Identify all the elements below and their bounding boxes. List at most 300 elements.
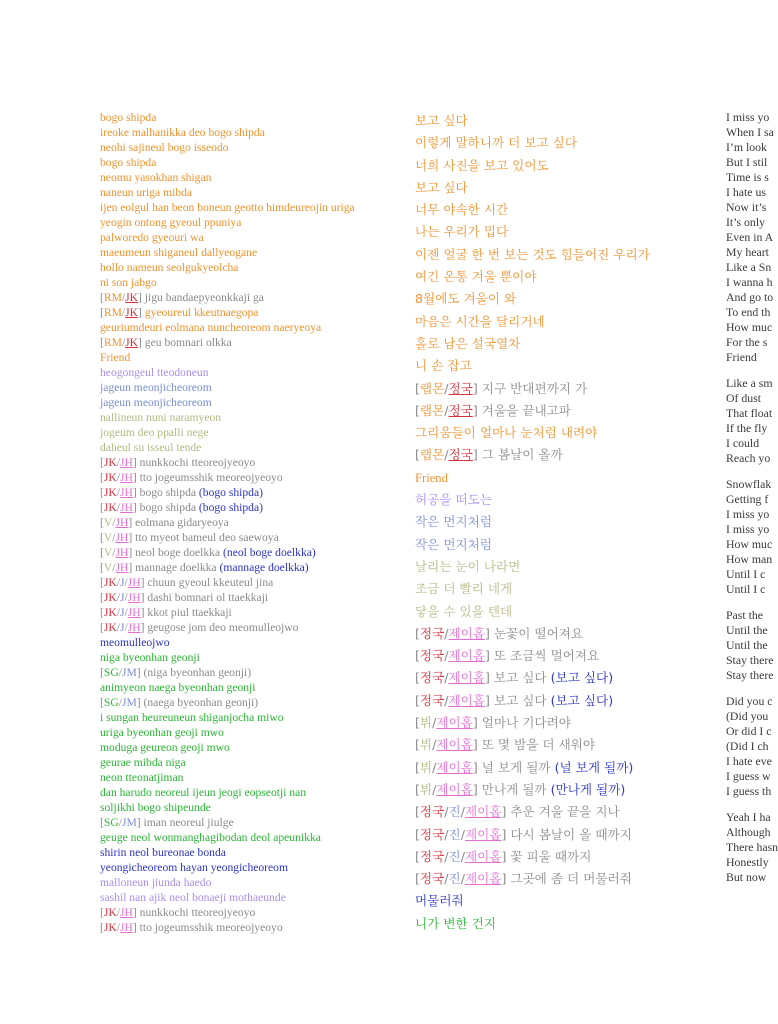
korean-lyric-line bbox=[415, 712, 715, 734]
lyric-segment: jageun meonjicheoreom bbox=[100, 381, 212, 394]
english-lyric-line: Friend bbox=[726, 350, 757, 364]
lyric-segment: JH bbox=[120, 501, 133, 514]
english-lyric-line: I hate us bbox=[726, 185, 766, 199]
lyric-segment: JH bbox=[127, 621, 141, 634]
english-lyric-line: When I sa bbox=[726, 125, 774, 139]
korean-lyric-line bbox=[415, 244, 715, 266]
lyric-segment: [ bbox=[415, 871, 420, 887]
lyric-segment: J bbox=[120, 606, 125, 619]
lyric-segment: 뷔 bbox=[419, 759, 433, 775]
lyric-segment: yeogin ontong gyeoul ppuniya bbox=[100, 216, 242, 229]
lyric-segment: ] mannage doelkka bbox=[128, 561, 220, 574]
romanized-lyric-line bbox=[100, 275, 400, 290]
lyric-segment: neomu yasokhan shigan bbox=[100, 171, 212, 184]
lyric-segment: RM bbox=[103, 336, 122, 349]
romanized-lyric-line bbox=[100, 515, 400, 530]
lyric-segment: 랩몬 bbox=[419, 402, 445, 418]
romanized-lyric-line bbox=[100, 200, 400, 215]
romanized-lyric-line bbox=[100, 845, 400, 860]
lyric-segment: / bbox=[112, 546, 116, 559]
lyric-segment: JH bbox=[120, 921, 133, 934]
korean-lyric-line bbox=[415, 221, 715, 243]
english-lyric-line: I miss yo bbox=[726, 507, 770, 521]
english-lyric-line bbox=[726, 799, 768, 810]
lyric-segment: ni son jabgo bbox=[100, 276, 157, 289]
lyric-segment: [ bbox=[100, 336, 104, 349]
lyric-segment: 진 bbox=[448, 826, 461, 842]
lyric-segment: bogo shipda bbox=[100, 156, 157, 169]
romanized-lyric-line bbox=[100, 215, 400, 230]
lyric-segment: / bbox=[118, 696, 122, 709]
lyric-segment: 제이홉 bbox=[448, 692, 486, 708]
lyric-segment: ] 그곳에 좀 더 머물러줘 bbox=[501, 871, 632, 887]
romanized-lyric-line bbox=[100, 320, 400, 335]
korean-lyric-line bbox=[415, 779, 715, 801]
lyric-segment: jogeum deo ppalli nege bbox=[100, 426, 209, 439]
romanized-lyric-line bbox=[100, 875, 400, 890]
lyric-segment: [ bbox=[415, 737, 420, 753]
lyric-segment: / bbox=[121, 306, 126, 319]
romanized-lyric-line bbox=[100, 800, 400, 815]
korean-lyric-line bbox=[415, 556, 715, 578]
lyric-segment: geuge neol wonmanghagibodan deol apeunikka bbox=[100, 831, 321, 844]
lyric-segment: ] 보고 싶다 bbox=[485, 692, 551, 708]
romanized-lyrics-column bbox=[100, 110, 400, 935]
lyric-segment: 정국 bbox=[419, 692, 445, 708]
lyric-segment: / bbox=[116, 591, 120, 604]
lyric-segment: shirin neol bureonae bonda bbox=[100, 846, 226, 859]
romanized-lyric-line bbox=[100, 830, 400, 845]
lyric-segment: / bbox=[116, 576, 120, 589]
lyric-segment: naneun uriga mibda bbox=[100, 186, 193, 199]
lyric-segment: (bogo shipda) bbox=[198, 486, 263, 499]
lyric-segment: / bbox=[444, 670, 449, 686]
lyric-segment: / bbox=[116, 486, 120, 499]
romanized-lyric-line bbox=[100, 425, 400, 440]
english-lyric-line: But I stil bbox=[726, 155, 768, 169]
korean-lyric-line bbox=[415, 110, 715, 132]
lyric-segment: JH bbox=[115, 531, 129, 544]
lyric-segment: 제이홉 bbox=[464, 848, 502, 864]
english-lyric-line: Until I c bbox=[726, 567, 766, 581]
lyric-segment: meomulleojwo bbox=[100, 636, 170, 649]
lyric-segment: / bbox=[124, 606, 128, 619]
english-lyric-line: I miss yo bbox=[726, 110, 770, 124]
lyric-segment: [ bbox=[415, 648, 420, 664]
romanized-lyric-line bbox=[100, 560, 400, 575]
lyric-segment: / bbox=[112, 531, 116, 544]
english-lyric-line: Until the bbox=[726, 638, 768, 652]
lyric-segment: JK bbox=[103, 501, 117, 514]
lyric-segment: JK bbox=[125, 336, 139, 349]
romanized-lyric-line bbox=[100, 470, 400, 485]
english-lyric-line: (Did you bbox=[726, 709, 769, 723]
lyric-segment: V bbox=[103, 546, 113, 559]
korean-lyric-line bbox=[415, 355, 715, 377]
lyric-segment: ] 그 봄날이 올까 bbox=[472, 447, 563, 463]
lyric-segment: nallineun nuni naramyeon bbox=[100, 411, 222, 424]
lyric-segment: / bbox=[124, 576, 128, 589]
lyric-segment: [ bbox=[415, 781, 420, 797]
lyric-segment: [ bbox=[100, 486, 104, 499]
lyric-segment: [ bbox=[100, 606, 104, 619]
lyric-segment: V bbox=[103, 516, 113, 529]
lyric-segment: 니 손 잡고 bbox=[415, 358, 472, 374]
english-lyrics-column bbox=[726, 110, 778, 885]
korean-lyric-line bbox=[415, 534, 715, 556]
lyric-segment: ] bogo shipda bbox=[132, 501, 199, 514]
korean-lyric-line bbox=[415, 913, 715, 935]
english-lyric-line: How man bbox=[726, 552, 773, 566]
lyric-segment: JK bbox=[103, 576, 117, 589]
korean-lyric-line bbox=[415, 801, 715, 823]
romanized-lyric-line bbox=[100, 440, 400, 455]
lyric-segment: JK bbox=[103, 456, 117, 469]
lyric-segment: JK bbox=[103, 906, 117, 919]
lyric-segment: / bbox=[444, 648, 449, 664]
lyric-segment: 정국 bbox=[448, 402, 473, 418]
korean-lyric-line bbox=[415, 333, 715, 355]
lyric-segment: ] 보고 싶다 bbox=[485, 670, 551, 686]
romanized-lyric-line bbox=[100, 125, 400, 140]
romanized-lyric-line bbox=[100, 635, 400, 650]
lyric-segment: 작은 먼지처럼 bbox=[415, 514, 492, 530]
romanized-lyric-line bbox=[100, 650, 400, 665]
english-lyric-line: Of dust bbox=[726, 391, 762, 405]
romanized-lyric-line bbox=[100, 725, 400, 740]
lyric-segment: moduga geureon geoji mwo bbox=[100, 741, 230, 754]
lyric-segment: 여긴 온통 겨울 뿐이야 bbox=[415, 269, 537, 285]
lyric-segment: / bbox=[444, 402, 449, 418]
korean-lyric-line bbox=[415, 846, 715, 868]
english-lyric-line bbox=[726, 466, 768, 477]
lyric-segment: uriga byeonhan geoji mwo bbox=[100, 726, 224, 739]
english-lyric-line: Stay there bbox=[726, 653, 774, 667]
lyric-segment: ] 눈꽃이 떨어져요 bbox=[485, 625, 584, 641]
romanized-lyric-line bbox=[100, 755, 400, 770]
lyric-segment: JK bbox=[103, 486, 117, 499]
lyric-segment: JH bbox=[127, 591, 141, 604]
lyric-segment: 허공을 떠도는 bbox=[415, 492, 492, 508]
english-lyric-line: That float bbox=[726, 406, 773, 420]
english-lyric-line bbox=[726, 597, 768, 608]
lyric-segment: [ bbox=[100, 471, 104, 484]
korean-lyric-line bbox=[415, 824, 715, 846]
lyric-segment: jageun meonjicheoreom bbox=[100, 396, 212, 409]
lyric-segment: [ bbox=[100, 921, 104, 934]
english-lyric-line: Stay there bbox=[726, 668, 774, 682]
lyric-segment: animyeon naega byeonhan geonji bbox=[100, 681, 256, 694]
english-lyric-line: I guess th bbox=[726, 784, 772, 798]
korean-lyric-line bbox=[415, 623, 715, 645]
romanized-lyric-line bbox=[100, 770, 400, 785]
lyric-segment: 정국 bbox=[419, 804, 445, 820]
lyric-segment: 진 bbox=[448, 871, 461, 887]
lyric-segment: RM bbox=[103, 306, 122, 319]
romanized-lyric-line bbox=[100, 455, 400, 470]
lyric-segment: 정국 bbox=[419, 625, 445, 641]
english-lyric-line: Until the bbox=[726, 623, 768, 637]
korean-lyric-line bbox=[415, 757, 715, 779]
lyric-segment: ] 얼마나 기다려야 bbox=[472, 715, 571, 731]
lyric-segment: ireoke malhanikka deo bogo shipda bbox=[100, 126, 265, 139]
korean-lyric-line bbox=[415, 868, 715, 890]
lyric-segment: 보고 싶다 bbox=[415, 113, 468, 128]
english-lyric-line: To end th bbox=[726, 305, 771, 319]
lyric-segment: 진 bbox=[448, 848, 461, 864]
lyric-segment: [ bbox=[100, 516, 104, 529]
lyric-segment: 조금 더 빨리 네게 bbox=[415, 581, 513, 597]
english-lyric-line: For the s bbox=[726, 335, 768, 349]
lyric-segment: JH bbox=[115, 516, 129, 529]
english-lyric-line: I guess w bbox=[726, 769, 771, 783]
romanized-lyric-line bbox=[100, 170, 400, 185]
lyric-segment: sashil nan ajik neol bonaeji mothaeunde bbox=[100, 891, 286, 904]
lyric-segment: / bbox=[444, 848, 449, 864]
romanized-lyric-line bbox=[100, 140, 400, 155]
english-lyric-line: Or did I c bbox=[726, 724, 772, 738]
lyric-segment: / bbox=[116, 921, 120, 934]
lyric-segment: J bbox=[120, 591, 125, 604]
lyric-segment: 제이홉 bbox=[436, 781, 473, 797]
lyric-segment: ] nunkkochi tteoreojyeoyo bbox=[132, 456, 256, 469]
lyric-segment: 진 bbox=[448, 804, 461, 820]
lyric-segment: / bbox=[460, 848, 465, 864]
lyric-segment: ] (naega byeonhan geonji) bbox=[136, 696, 259, 709]
lyric-segment: ] bogo shipda bbox=[132, 486, 199, 499]
romanized-lyric-line bbox=[100, 590, 400, 605]
lyric-segment: 닿을 수 있을 텐데 bbox=[415, 603, 513, 619]
lyric-segment: [ bbox=[415, 692, 420, 708]
lyric-segment: 이젠 얼굴 한 번 보는 것도 힘들어진 우리가 bbox=[415, 246, 650, 262]
english-lyric-line: I wanna h bbox=[726, 275, 773, 289]
lyric-segment: heogongeul tteodoneun bbox=[100, 366, 209, 379]
lyric-segment: / bbox=[112, 561, 116, 574]
lyric-segment: [ bbox=[415, 848, 420, 864]
lyric-segment: palworedo gyeouri wa bbox=[100, 231, 204, 244]
lyric-segment: neon tteonatjiman bbox=[100, 771, 184, 784]
lyric-segment: 제이홉 bbox=[448, 625, 486, 641]
romanized-lyric-line bbox=[100, 740, 400, 755]
lyric-segment: ] 널 보게 될까 bbox=[472, 759, 555, 775]
korean-lyric-line bbox=[415, 311, 715, 333]
korean-lyric-line bbox=[415, 667, 715, 689]
lyric-segment: Friend bbox=[415, 470, 448, 485]
romanized-lyric-line bbox=[100, 695, 400, 710]
lyric-segment: / bbox=[444, 826, 449, 842]
lyric-segment: / bbox=[116, 456, 120, 469]
english-lyric-line bbox=[726, 683, 768, 694]
lyric-segment: V bbox=[103, 531, 113, 544]
lyric-segment: JK bbox=[103, 471, 117, 484]
lyric-segment: ] 다시 봄날이 올 때까지 bbox=[501, 826, 632, 842]
lyric-segment: JK bbox=[103, 621, 117, 634]
english-lyric-line: Time is s bbox=[726, 170, 769, 184]
romanized-lyric-line bbox=[100, 620, 400, 635]
lyric-segment: [ bbox=[100, 456, 104, 469]
lyric-segment: ] kkot piul ttaekkaji bbox=[140, 606, 232, 619]
english-lyric-line: But now bbox=[726, 870, 767, 884]
korean-lyric-line bbox=[415, 467, 715, 489]
lyric-segment: (bogo shipda) bbox=[198, 501, 263, 514]
lyric-segment: 정국 bbox=[448, 447, 473, 463]
lyric-segment: JH bbox=[115, 546, 129, 559]
lyric-segment: ] 꽃 피울 때까지 bbox=[501, 848, 592, 864]
lyric-segment: ] jigu bandaepyeonkkaji ga bbox=[138, 291, 264, 304]
lyric-segment: (널 보게 될까) bbox=[554, 759, 634, 775]
romanized-lyric-line bbox=[100, 290, 400, 305]
lyric-segment: 제이홉 bbox=[448, 648, 486, 664]
english-lyric-line: Yeah I ha bbox=[726, 810, 771, 824]
romanized-lyric-line bbox=[100, 815, 400, 830]
english-lyric-line: Even in A bbox=[726, 230, 774, 244]
lyric-segment: 너무 야속한 시간 bbox=[415, 202, 509, 218]
lyric-segment: / bbox=[444, 871, 449, 887]
lyric-segment: 제이홉 bbox=[464, 826, 502, 842]
romanized-lyric-line bbox=[100, 155, 400, 170]
romanized-lyric-line bbox=[100, 665, 400, 680]
english-lyric-line: I hate eve bbox=[726, 754, 772, 768]
romanized-lyric-line bbox=[100, 605, 400, 620]
lyric-segment: / bbox=[112, 516, 116, 529]
romanized-lyric-line bbox=[100, 110, 400, 125]
lyric-segment: ] 지구 반대편까지 가 bbox=[472, 380, 588, 396]
lyric-segment: / bbox=[460, 871, 465, 887]
korean-lyric-line bbox=[415, 288, 715, 310]
lyric-segment: [ bbox=[100, 591, 104, 604]
lyric-segment: 마음은 시간을 달리거네 bbox=[415, 313, 545, 329]
lyric-segment: JK bbox=[103, 921, 117, 934]
korean-lyric-line bbox=[415, 444, 715, 466]
romanized-lyric-line bbox=[100, 230, 400, 245]
lyric-segment: geuriumdeuri eolmana nuncheoreom naeryeoya bbox=[100, 321, 322, 334]
lyric-segment: i sungan heureuneun shiganjocha miwo bbox=[100, 711, 284, 724]
romanized-lyric-line bbox=[100, 380, 400, 395]
lyric-segment: JK bbox=[103, 591, 117, 604]
lyric-segment: ] 또 조금씩 멀어져요 bbox=[485, 648, 600, 664]
lyric-segment: / bbox=[444, 692, 449, 708]
korean-lyric-line bbox=[415, 199, 715, 221]
lyric-segment: JK bbox=[103, 606, 117, 619]
lyric-segment: [ bbox=[415, 759, 420, 775]
lyric-segment: 보고 싶다 bbox=[415, 179, 468, 195]
romanized-lyric-line bbox=[100, 575, 400, 590]
lyric-segment: 제이홉 bbox=[436, 715, 473, 731]
lyric-segment: gyeoureul kkeutnaegopa bbox=[144, 306, 259, 319]
romanized-lyric-line bbox=[100, 245, 400, 260]
lyric-segment: 제이홉 bbox=[448, 670, 486, 686]
lyric-segment: 홀로 남은 설국열차 bbox=[415, 335, 521, 351]
lyric-segment: / bbox=[116, 621, 120, 634]
lyric-segment: 정국 bbox=[419, 670, 445, 686]
lyric-segment: / bbox=[444, 380, 449, 396]
lyric-segment: ] 만나게 될까 bbox=[472, 781, 551, 797]
lyric-segment: 날리는 눈이 나라면 bbox=[415, 558, 521, 574]
english-lyric-line: Honestly bbox=[726, 855, 769, 869]
lyric-segment: JM bbox=[121, 666, 137, 679]
lyric-segment: ] tto jogeumsshik meoreojyeoyo bbox=[132, 471, 283, 484]
lyric-segment: [ bbox=[100, 531, 104, 544]
lyric-segment: 정국 bbox=[419, 826, 445, 842]
lyric-segment: 정국 bbox=[419, 848, 445, 864]
lyric-segment: / bbox=[432, 759, 437, 775]
lyric-segment: [ bbox=[100, 501, 104, 514]
lyric-segment: 작은 먼지처럼 bbox=[415, 536, 492, 552]
lyric-segment: [ bbox=[415, 402, 420, 418]
lyric-segment: yeongicheoreom hayan yeongicheoreom bbox=[100, 861, 289, 874]
english-lyric-line: How muc bbox=[726, 320, 773, 334]
korean-lyric-line bbox=[415, 266, 715, 288]
lyric-segment: 뷔 bbox=[419, 715, 433, 731]
english-lyric-line: I could bbox=[726, 436, 760, 450]
lyric-segment: ] iman neoreul jiulge bbox=[136, 816, 234, 829]
lyric-segment: / bbox=[460, 826, 465, 842]
lyric-segment: [ bbox=[100, 546, 104, 559]
lyric-segment: [ bbox=[415, 447, 420, 463]
lyric-segment: / bbox=[116, 471, 120, 484]
lyric-segment: hollo nameun seolgukyeolcha bbox=[100, 261, 239, 274]
lyric-segment: SG bbox=[103, 696, 119, 709]
lyric-segment: SG bbox=[103, 816, 119, 829]
english-lyric-line: Although bbox=[726, 825, 771, 839]
lyric-segment: / bbox=[460, 804, 465, 820]
korean-lyric-line bbox=[415, 511, 715, 533]
lyric-segment: JH bbox=[115, 561, 129, 574]
korean-lyric-line bbox=[415, 400, 715, 422]
romanized-lyric-line bbox=[100, 395, 400, 410]
lyric-segment: / bbox=[432, 715, 437, 731]
english-lyric-line: Until I c bbox=[726, 582, 766, 596]
romanized-lyric-line bbox=[100, 500, 400, 515]
korean-lyric-line bbox=[415, 422, 715, 444]
lyric-segment: 랩몬 bbox=[419, 380, 445, 396]
korean-lyric-line bbox=[415, 690, 715, 712]
lyric-segment: [ bbox=[100, 291, 104, 304]
lyric-segment: (neol boge doelkka) bbox=[223, 546, 316, 559]
lyric-segment: JM bbox=[121, 816, 137, 829]
lyric-segment: JM bbox=[121, 696, 137, 709]
lyric-segment: (mannage doelkka) bbox=[219, 561, 309, 574]
lyric-segment: bogo shipda bbox=[100, 111, 157, 124]
romanized-lyric-line bbox=[100, 905, 400, 920]
lyric-segment: 랩몬 bbox=[419, 447, 445, 463]
lyric-segment: ] 또 몇 밤을 더 새워야 bbox=[472, 737, 596, 753]
korean-lyric-line bbox=[415, 601, 715, 623]
lyric-segment: 제이홉 bbox=[436, 737, 473, 753]
english-lyric-line: I’m look bbox=[726, 140, 767, 154]
lyric-segment: 니가 변한 건지 bbox=[415, 915, 496, 931]
korean-lyric-line bbox=[415, 132, 715, 154]
romanized-lyric-line bbox=[100, 530, 400, 545]
lyric-segment: 제이홉 bbox=[464, 804, 502, 820]
english-lyric-line: Like a sm bbox=[726, 376, 773, 390]
romanized-lyric-line bbox=[100, 260, 400, 275]
lyric-segment: 제이홉 bbox=[436, 759, 473, 775]
english-lyric-line: How muc bbox=[726, 537, 773, 551]
lyric-segment: 정국 bbox=[419, 648, 445, 664]
lyric-segment: 정국 bbox=[419, 871, 445, 887]
lyric-segment: neohi sajineul bogo isseodo bbox=[100, 141, 229, 154]
lyric-segment: niga byeonhan geonji bbox=[100, 651, 200, 664]
lyric-segment: ] chuun gyeoul kkeuteul jina bbox=[140, 576, 274, 589]
english-lyric-line: Getting f bbox=[726, 492, 769, 506]
lyric-segment: daheul su isseul tende bbox=[100, 441, 202, 454]
english-lyric-line bbox=[726, 365, 768, 376]
lyric-segment: 뷔 bbox=[419, 781, 433, 797]
lyric-segment: [ bbox=[100, 621, 104, 634]
korean-lyric-line bbox=[415, 734, 715, 756]
lyric-segment: / bbox=[118, 816, 122, 829]
